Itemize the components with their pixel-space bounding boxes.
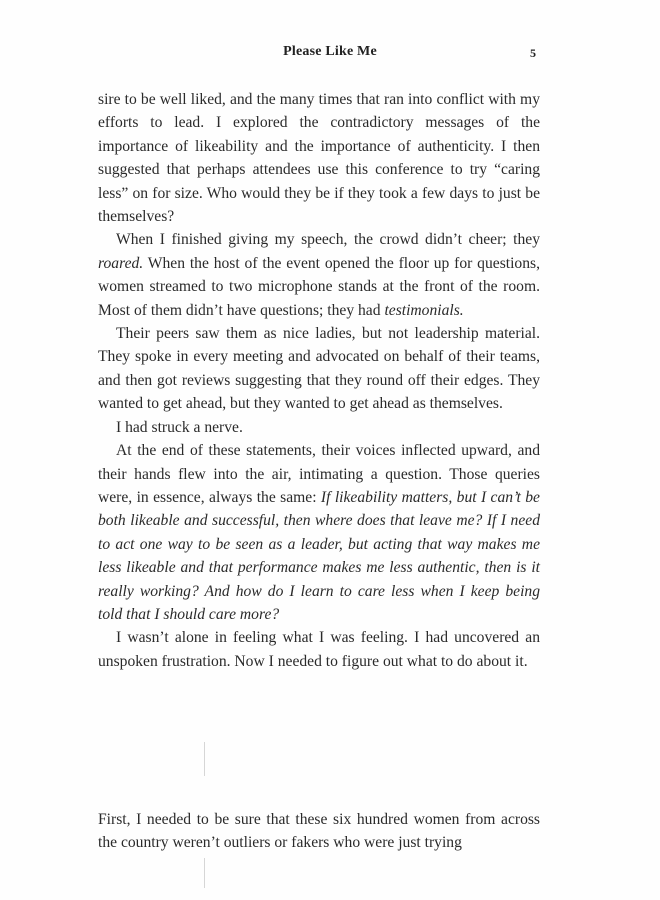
paragraph	[98, 322, 540, 416]
paragraph	[98, 228, 540, 322]
text-run: sire to be well liked, and the many times that ran into conflict with my efforts to lead. I explored the contradictory messages of the importance of likeability and the importance of authenticity. I then suggested that perhaps attendees use this conference to try “caring less” on for size. Who would they be if they took a few days to just be themselves?	[98, 91, 540, 226]
scan-artifact-line	[204, 742, 205, 776]
body-text	[98, 88, 540, 673]
paragraph	[98, 808, 540, 855]
text-run: Their peers saw them as nice ladies, but not leadership material. They spoke in every meeting and advocated on behalf of their teams, and then got reviews suggesting that they round off their edges. They wanted to get ahead, but they wanted to get ahead as themselves.	[98, 325, 540, 413]
paragraph	[98, 88, 540, 228]
italic-run: If likeability matters, but I can’t be both likeable and successful, then where does that leave me? If I need to act one way to be seen as a leader, but acting that way makes me less likeable and that performance makes me less authentic, then is it really working? And how do I learn to care less when I keep being told that I should care more?	[98, 488, 540, 623]
text-run: When the host of the event opened the floor up for questions, women streamed to two microphone stands at the front of the room. Most of them didn’t have questions; they had	[98, 254, 540, 319]
scan-artifact-line	[204, 858, 205, 888]
paragraph	[98, 439, 540, 626]
text-run: I had struck a nerve.	[116, 418, 243, 436]
italic-run: testimonials.	[384, 301, 464, 319]
italic-run: roared.	[98, 254, 144, 272]
paragraph	[98, 416, 540, 439]
paragraph	[98, 626, 540, 673]
running-head-title: Please Like Me	[283, 44, 377, 59]
next-section-text	[98, 808, 540, 855]
text-run: First, I needed to be sure that these six hundred women from across the country weren’t outliers or fakers who were just trying	[98, 811, 540, 852]
text-run: When I finished giving my speech, the crowd didn’t cheer; they	[116, 231, 540, 249]
page-number: 5	[530, 46, 536, 60]
text-run: At the end of these statements, their voices inflected upward, and their hands flew into the air, intimating a question. Those queries were, in essence, always the same:	[98, 442, 540, 506]
text-run: I wasn’t alone in feeling what I was feeling. I had uncovered an unspoken frustration. Now I needed to figure out what to do about it.	[98, 629, 540, 670]
